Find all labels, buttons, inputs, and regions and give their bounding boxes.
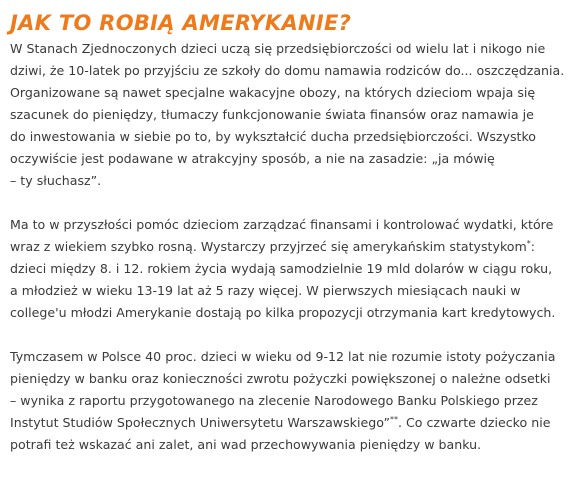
text-line-with-footnote [10, 236, 580, 258]
text-line: dziwi, że 10-latek po przyjściu ze szkoły do domu namawia rodziców do... oszczędzania. [10, 63, 565, 78]
text-segment: . Co czwarte dziecko nie [397, 415, 551, 430]
text-line: Ma to w przyszłości pomóc dzieciom zarządzać finansami i kontrolować wydatki, które [10, 217, 554, 232]
paragraph-2 [10, 214, 580, 324]
text-line: college'u młodzi Amerykanie dostają po kilka propozycji otrzymania kart kredytowych. [10, 305, 556, 320]
article [10, 10, 580, 478]
text-line: Organizowane są nawet specjalne wakacyjne obozy, na których dzieciom wpaja się [10, 85, 536, 100]
text-line: W Stanach Zjednoczonych dzieci uczą się przedsiębiorczości od wielu lat i nikogo nie [10, 41, 546, 56]
text-line: – wynika z raportu przygotowanego na zlecenie Narodowego Banku Polskiego przez [10, 393, 538, 408]
text-line: – ty słuchasz”. [10, 173, 102, 188]
text-line: pieniędzy w banku oraz konieczności zwrotu pożyczki powiększonej o należne odsetki [10, 371, 551, 386]
text-line: do inwestowania w siebie po to, by wykształcić ducha przedsiębiorczości. Wszystko [10, 129, 537, 144]
footnote-marker: ** [389, 414, 398, 424]
text-segment: wraz z wiekiem szybko rosną. Wystarczy przyjrzeć się amerykańskim statystykom [10, 239, 527, 254]
article-heading: JAK TO ROBIĄ AMERYKANIE? [10, 11, 352, 35]
text-segment: Instytut Studiów Społecznych Uniwersytetu Warszawskiego” [10, 415, 390, 430]
footnote-marker: * [526, 238, 531, 248]
paragraph-3 [10, 346, 580, 456]
text-line: oczywiście jest podawane w atrakcyjny sposób, a nie na zasadzie: „ja mówię [10, 151, 495, 166]
text-line: szacunek do pieniędzy, tłumaczy funkcjonowanie świata finansów oraz namawia je [10, 107, 534, 122]
text-line: a młodzież w wieku 13-19 lat aż 5 razy więcej. W pierwszych miesiącach nauki w [10, 283, 521, 298]
text-line: Tymczasem w Polsce 40 proc. dzieci w wieku od 9-12 lat nie rozumie istoty pożyczania [10, 349, 556, 364]
text-line: dzieci między 8. i 12. rokiem życia wydają samodzielnie 19 mld dolarów w ciągu roku, [10, 261, 553, 276]
paragraph-1 [10, 38, 580, 192]
text-line-with-footnote [10, 412, 580, 434]
text-line: potrafi też wskazać ani zalet, ani wad przechowywania pieniędzy w banku. [10, 437, 482, 452]
text-segment: : [530, 239, 536, 254]
